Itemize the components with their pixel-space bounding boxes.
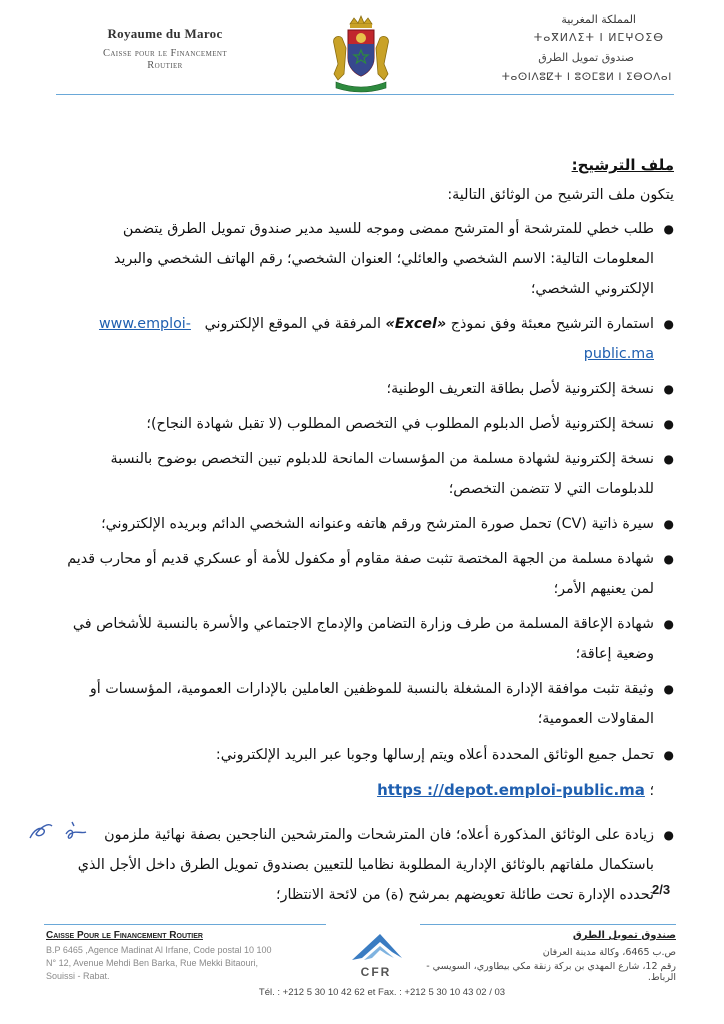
list-item: ● نسخة إلكترونية لأصل بطاقة التعريف الوطنية؛	[66, 374, 674, 404]
page-number: 2/3	[652, 882, 671, 897]
bullet-icon: ●	[663, 552, 674, 566]
list-item: ● نسخة إلكترونية لأصل الدبلوم المطلوب في التخصص المطلوب (لا تقبل شهادة النجاح)؛	[66, 409, 674, 439]
footer-address-fr	[46, 930, 336, 983]
cfr-logo	[344, 928, 408, 980]
documents-list	[66, 214, 674, 770]
footer-org-ar: صندوق تمويل الطرق	[572, 930, 676, 941]
list-item: ● استمارة الترشيح معبئة وفق نموذج «Excel» المرفقة في الموقع الإلكتروني www.emploi-public.ma	[66, 309, 674, 369]
handwritten-initials	[26, 812, 106, 848]
kingdom-name-fr: Royaume du Maroc	[107, 26, 223, 41]
documents-list-extra	[66, 820, 674, 910]
letterhead-french	[60, 26, 270, 71]
bullet-icon: ●	[663, 828, 674, 842]
coat-of-arms-icon	[328, 14, 394, 94]
org-name-fr-line2: Routier	[147, 60, 183, 71]
footer-org-fr: Caisse Pour le Financement Routier	[46, 930, 203, 941]
org-name-fr-line1: Caisse pour le Financement	[102, 48, 228, 59]
footer-contact: Tél. : +212 5 30 10 42 62 et Fax. : +212 5 30 10 43 02 / 03	[258, 987, 506, 998]
footer-addr-line: Souissi - Rabat.	[46, 971, 110, 981]
bullet-icon: ●	[663, 222, 674, 236]
letterhead	[0, 0, 724, 100]
bullet-icon: ●	[663, 748, 674, 762]
footer-addr-line: ص.ب 6465، وكالة مدينة العرفان	[542, 947, 676, 958]
intro-text: يتكون ملف الترشيح من الوثائق التالية:	[447, 187, 674, 203]
bullet-icon: ●	[663, 517, 674, 531]
list-item: ● طلب خطي للمترشحة أو المترشح ممضى وموجه للسيد مدير صندوق تمويل الطرق يتضمن المعلومات التالية: الاسم الشخصي والعائلي؛ العنوان الشخصي؛ رقم الهاتف الشخصي والبريد الإلكتروني الشخصي؛	[66, 214, 674, 304]
kingdom-name-tifinagh: ⵜⴰⴳⵍⴷⵉⵜ ⵏ ⵍⵎⵖⵔⵉⴱ	[533, 31, 664, 44]
footer-addr-line: B.P 6465 ,Agence Madinat Al Irfane, Code postal 10 100	[46, 945, 272, 955]
list-item: ● وثيقة تثبت موافقة الإدارة المشغلة بالنسبة للموظفين العاملين بالإدارات العمومية، المؤسسات أو المقاولات العمومية؛	[66, 674, 674, 734]
footer-divider-right	[420, 924, 676, 925]
org-name-ar: صندوق تمويل الطرق	[538, 51, 634, 64]
bullet-icon: ●	[663, 452, 674, 466]
list-item: ● شهادة الإعاقة المسلمة من طرف وزارة التضامن والإدماج الاجتماعي والأسرة بالنسبة للأشخاص في وضعية إعاقة؛	[66, 609, 674, 669]
org-name-tifinagh: ⵜⴰⵙⵏⴷⵓⵇⵜ ⵏ ⵓⵙⵎⵓⵍ ⵏ ⵉⴱⵔⴷⴰⵏ	[501, 71, 672, 83]
list-item: ● تحمل جميع الوثائق المحددة أعلاه ويتم إرسالها وجوبا عبر البريد الإلكتروني:	[66, 740, 674, 770]
document-body	[66, 150, 674, 915]
section-title: ملف الترشيح:	[571, 156, 674, 174]
list-item: ● زيادة على الوثائق المذكورة أعلاه؛ فان المترشحات والمترشحين الناجحين بصفة نهائية ملزمون باستكمال ملفاتهم بالوثائق الإدارية المطلوبة نظاميا للتعيين بصندوق تمويل الطرق داخل الأجل الذي تحدده الإدارة تحت طائلة تعويضهم بمرشح (ة) من لائحة الانتظار؛	[66, 820, 674, 910]
bullet-icon: ●	[663, 317, 674, 331]
bullet-icon: ●	[663, 382, 674, 396]
list-item: ● شهادة مسلمة من الجهة المختصة تثبت صفة مقاوم أو مكفول للأمة أو عسكري قديم أو محارب قديم لمن يعنيهم الأمر؛	[66, 544, 674, 604]
kingdom-name-ar: المملكة المغربية	[561, 13, 636, 26]
bullet-icon: ●	[663, 617, 674, 631]
header-divider	[56, 94, 674, 95]
list-item: ● سيرة ذاتية (CV) تحمل صورة المترشح ورقم هاتفه وعنوانه الشخصي الدائم وبريده الإلكتروني؛	[66, 509, 674, 539]
footer-addr-line: N° 12, Avenue Mehdi Ben Barka, Rue Mekki Bitaouri,	[46, 958, 259, 968]
cfr-logo-text: CFR	[360, 965, 392, 979]
list-item: ● نسخة إلكترونية لشهادة مسلمة من المؤسسات المانحة للدبلوم تبين التخصص بوضوح بالنسبة للدبلومات التي لا تتضمن التخصص؛	[66, 444, 674, 504]
excel-label: «Excel»	[385, 316, 447, 332]
depot-link-row: ؛ https ://depot.emploi-public.ma	[377, 781, 654, 799]
depot-link[interactable]: https ://depot.emploi-public.ma	[377, 781, 645, 799]
emploi-public-link[interactable]: www.emploi-public.ma	[98, 316, 654, 362]
footer-address-ar	[420, 930, 676, 983]
footer-addr-line: رقم 12، شارع المهدي بن بركة زنقة مكي بيطاوري، السويسي - الرباط.	[426, 961, 676, 983]
bullet-icon: ●	[663, 682, 674, 696]
bullet-icon: ●	[663, 417, 674, 431]
footer-divider-left	[44, 924, 326, 925]
